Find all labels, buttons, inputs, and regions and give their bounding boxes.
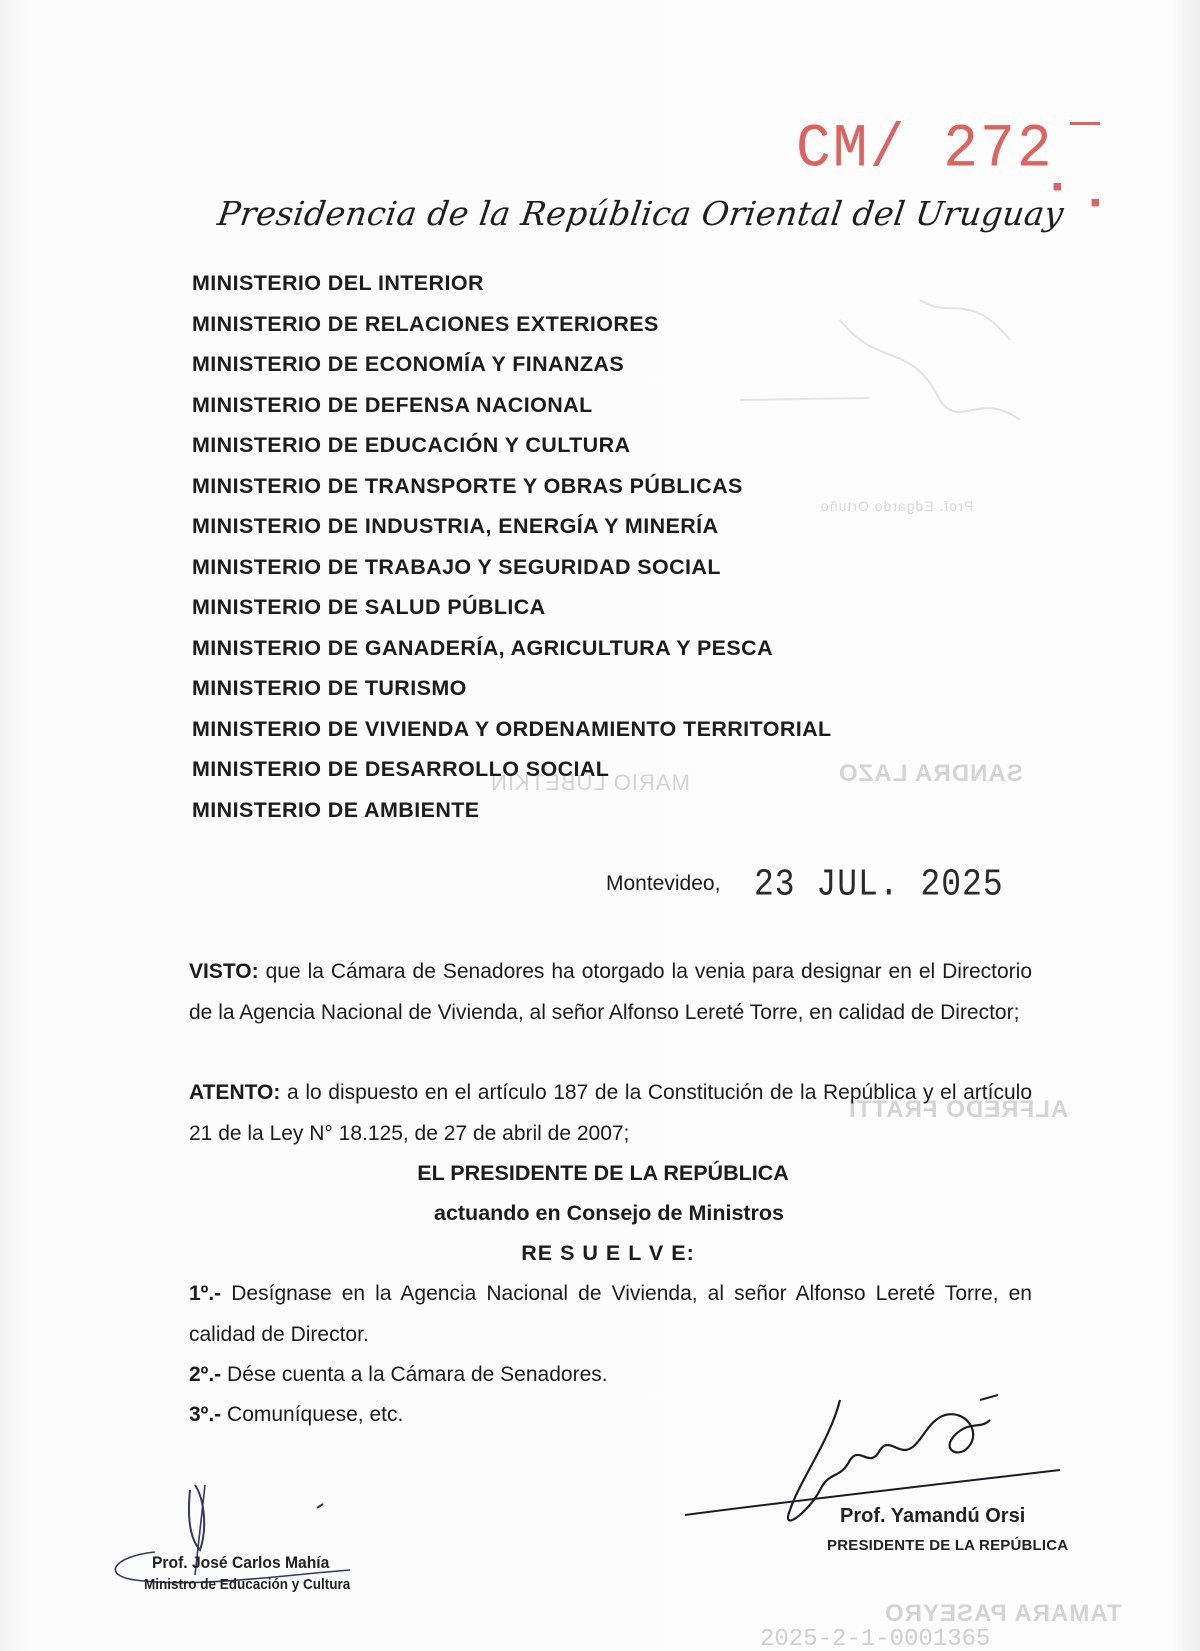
ministry-item: MINISTERIO DE GANADERÍA, AGRICULTURA Y PESCA [192, 635, 774, 660]
atento-label: ATENTO: [189, 1081, 281, 1104]
council-heading-a: actuando [433, 1201, 530, 1225]
visto-label: VISTO: [189, 960, 259, 983]
ministry-item: MINISTERIO DE TRANSPORTE Y OBRAS PÚBLICAS [192, 473, 743, 498]
atento-paragraph [189, 1073, 1032, 1154]
ministry-item: MINISTERIO DE INDUSTRIA, ENERGÍA Y MINERÍA [192, 514, 719, 538]
article-text: Desígnase en la Agencia Nacional de Vivienda, al señor Alfonso Lereté Torre, en calidad de Director. [189, 1282, 1032, 1346]
ministry-item: MINISTERIO DE EDUCACIÓN Y CULTURA [192, 433, 631, 457]
ministries-list [192, 263, 832, 830]
minister-name: Prof. José Carlos Mahía [152, 1553, 330, 1572]
stamp-mark-icon: ▪ [1052, 170, 1063, 203]
ghost-note-1: Prof. Edgardo Ortuño [820, 498, 974, 514]
ministry-item: MINISTERIO DE TRABAJO Y SEGURIDAD SOCIAL [192, 554, 721, 579]
date-place: Montevideo, [606, 872, 721, 895]
ministry-item: MINISTERIO DE DESARROLLO SOCIAL [192, 757, 610, 781]
ministry-item: MINISTERIO DE RELACIONES EXTERIORES [192, 311, 659, 336]
ministry-item: MINISTERIO DE ECONOMÍA Y FINANZAS [192, 352, 625, 376]
president-heading: EL PRESIDENTE DE LA REPÚBLICA [417, 1161, 789, 1185]
stamp-mark-icon: ▪ [1090, 186, 1101, 219]
article-number: 2º.- [189, 1363, 222, 1386]
ghost-name-3: TAMARA PASEYRO [884, 1600, 1122, 1627]
ministry-item: MINISTERIO DEL INTERIOR [192, 271, 484, 295]
atento-text: a lo dispuesto en el artículo 187 de la Constitución de la República y el artículo 21 de la Ley N° 18.125, de 27 de abril de 2007; [189, 1081, 1032, 1145]
date-stamp: 23 JUL. 2025 [754, 863, 1004, 906]
visto-text: que la Cámara de Senadores ha otorgado la venia para designar en el Directorio de la Agencia Nacional de Vivienda, al señor Alfonso Lereté Torre, en calidad de Director; [189, 960, 1032, 1024]
ghost-name-4: MARIO LUBETKIN [490, 770, 690, 795]
council-heading-b: en Consejo de Ministros [529, 1201, 785, 1225]
article-text: Dése cuenta a la Cámara de Senadores. [221, 1363, 608, 1386]
bottom-handwritten-number: 2025-2-1-0001365 [760, 1626, 991, 1651]
article-1 [189, 1274, 1032, 1355]
president-name: Prof. Yamandú Orsi [840, 1505, 1026, 1527]
article-number: 1º.- [189, 1282, 222, 1305]
ministry-item: MINISTERIO DE AMBIENTE [192, 797, 480, 822]
article-number: 3º.- [189, 1403, 222, 1426]
ghost-name-2: ALFREDO FRATTI [848, 1096, 1069, 1123]
ministry-item: MINISTERIO DE TURISMO [192, 676, 467, 700]
visto-paragraph [189, 952, 1032, 1033]
letterhead: Presidencia de la República Oriental del Uruguay [215, 194, 1067, 233]
ministry-item: MINISTERIO DE VIVIENDA Y ORDENAMIENTO TERRITORIAL [192, 716, 832, 741]
ghost-name-1: SANDRA LAZO [838, 760, 1023, 787]
stamp-dash [1070, 122, 1100, 125]
minister-title: Ministro de Educación y Cultura [144, 1576, 351, 1593]
council-heading [189, 1193, 1029, 1234]
registry-stamp: CM/ 272 [796, 116, 1054, 185]
ministry-item: MINISTERIO DE SALUD PÚBLICA [192, 595, 546, 619]
president-title: PRESIDENTE DE LA REPÚBLICA [827, 1537, 1069, 1554]
resuelve-heading: RE S U E L V E: [521, 1241, 695, 1265]
article-text: Comuníquese, etc. [221, 1403, 404, 1426]
ministry-item: MINISTERIO DE DEFENSA NACIONAL [192, 392, 593, 417]
